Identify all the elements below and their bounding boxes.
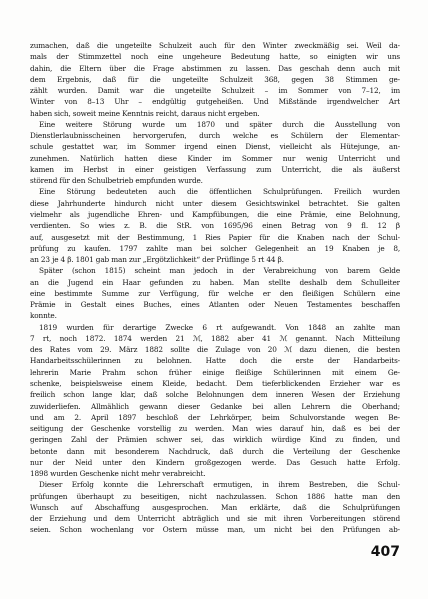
text-line: dem Ergebnis, daß für die ungeteilte Schulzeit 368, gegen 38 Stimmen ge- <box>30 74 400 84</box>
text-line: 1898 wurden Geschenke nicht mehr verabreicht. <box>30 469 206 479</box>
text-line: schenke, beispielsweise einem Kleide, bedacht. Dem tieferblickenden Erzieher war es <box>30 378 400 388</box>
text-line: zunehmen. Natürlich hatten diese Kinder im Sommer nur wenig Unterricht und <box>30 153 400 163</box>
text-line: auf, ausgesetzt mit der Bestimmung, 1 Ries Papier für die Knaben nach der Schul- <box>30 232 400 242</box>
text-line: 7 rt, noch 1872. 1874 werden 21 ℳ, 1882 aber 41 ℳ genannt. Nach Mitteilung <box>30 333 400 343</box>
text-line: zumachen, daß die ungeteilte Schulzeit auch für den Winter zweckmäßig sei. Weil da- <box>30 41 400 50</box>
text-line: lehrerin Marie Prahm schon früher einige fleißige Schülerinnen mit einem Ge- <box>30 367 400 377</box>
page-number: 407 <box>370 544 400 560</box>
text-line: Wunsch auf Abschaffung ausgesprochen. Man erklärte, daß die Schulprüfungen <box>30 502 400 512</box>
text-line: seien. Schon wochenlang vor Ostern müsse man, um nicht bei den Prüfungen ab- <box>30 525 400 535</box>
text-line: Eine weitere Störung wurde um 1870 und später durch die Ausstellung von <box>39 119 400 129</box>
text-line: an 23 je 4 β. 1801 gab man zur „Ergötzlichkeit“ der Prüflinge 5 rt 44 β. <box>30 255 284 265</box>
text-line: und am 2. April 1897 beschloß der Lehrkörper, beim Schulvorstande wegen Be- <box>30 412 400 422</box>
body-text <box>30 40 400 536</box>
text-line: Winter von 8–13 Uhr – endgültig gutgeheißen. Und Mißstände irgendwelcher Art <box>30 97 400 107</box>
text-line: konnte. <box>30 311 57 321</box>
text-line: Eine Störung bedeuteten auch die öffentlichen Schulprüfungen. Freilich wurden <box>39 187 400 197</box>
text-line: prüfung zu kaufen. 1797 zahlte man bei solcher Gelegenheit an 19 Knaben je 8, <box>30 243 400 253</box>
text-line: freilich schon lange klar, daß solche Belohnungen dem inneren Wesen der Erziehung <box>30 390 400 400</box>
text-line: Dieser Erfolg konnte die Lehrerschaft ermutigen, in ihrem Bestreben, die Schul- <box>39 480 400 490</box>
text-line: 1819 wurden für derartige Zwecke 6 rt aufgewandt. Von 1848 an zahlte man <box>39 322 400 332</box>
text-line: Prämie in Gestalt eines Buches, eines Atlanten oder Neuen Testamentes beschaffen <box>30 300 400 310</box>
text-line: Später (schon 1815) scheint man jedoch in der Verabreichung von barem Gelde <box>39 266 400 276</box>
text-line: haben sich, soweit meine Kenntnis reicht, daraus nicht ergeben. <box>30 108 260 118</box>
text-line: zählt wurden. Damit war die ungeteilte Schulzeit – im Sommer von 7–12, im <box>30 86 400 96</box>
text-line: schule gestattet war, im Sommer irgend einen Dienst, vielleicht als Hütejunge, an- <box>30 142 400 152</box>
text-line: eine bestimmte Summe zur Verfügung, für welche er den fleißigen Schülern eine <box>30 288 400 298</box>
text-line: seitigung der Geschenke vorstellig zu werden. Man wies darauf hin, daß es bei der <box>30 424 400 434</box>
text-line: Dienstlerlaubnisscheinen hervorgerufen, durch welche es Schülern der Elementar- <box>30 131 400 141</box>
text-line: an die Jugend ein Haar gefunden zu haben. Man stellte deshalb dem Schulleiter <box>30 277 400 287</box>
text-line: nur der Neid unter den Kindern großgezogen werde. Das Gesuch hatte Erfolg. <box>30 457 400 467</box>
text-line: des Rates vom 29. März 1882 sollte die Zulage von 20 ℳ dazu dienen, die besten <box>30 345 400 355</box>
text-line: betonte dann mit besonderem Nachdruck, daß durch die Verteilung der Geschenke <box>30 446 400 456</box>
text-line: störend für den Schulbetrieb empfunden wurde. <box>30 176 203 186</box>
text-line: Handarbeitsschülerinnen zu belohnen. Hatte doch die erste der Handarbeits- <box>30 356 400 366</box>
text-line: prüfungen überhaupt zu beseitigen, nicht nachzulassen. Schon 1886 hatte man den <box>30 491 400 501</box>
text-line: geringen Zahl der Prämien schwer sei, das wirklich würdige Kind zu finden, und <box>30 435 400 445</box>
text-line: diese Jahrhunderte hindurch nicht unter diesem Gesichtswinkel betrachtet. Sie galten <box>30 198 400 208</box>
text-line: verdienten. So wies z. B. die StR. von 1695/96 einen Betrag von 9 fl. 12 β <box>30 221 400 231</box>
text-line: kamen im Herbst in einer geistigen Verfassung zum Unterricht, die als äußerst <box>30 164 400 174</box>
text-line: zuwiderliefen. Allmählich gewann dieser Gedanke bei allen Lehrern die Oberhand; <box>30 401 400 411</box>
text-line: vielmehr als jugendliche Ehren- und Kampfübungen, die eine Prämie, eine Belohnung, <box>30 209 400 219</box>
text-line: der Erziehung und dem Unterricht abträglich und sie mit ihren Vorbereitungen störend <box>30 514 400 524</box>
text-line: mals der Stimmzettel noch eine ungeheure Bedeutung hatte, so einigten wir uns <box>30 52 400 62</box>
text-line: dahin, die Eltern über die Frage abstimmen zu lassen. Das geschah denn auch mit <box>30 63 400 73</box>
